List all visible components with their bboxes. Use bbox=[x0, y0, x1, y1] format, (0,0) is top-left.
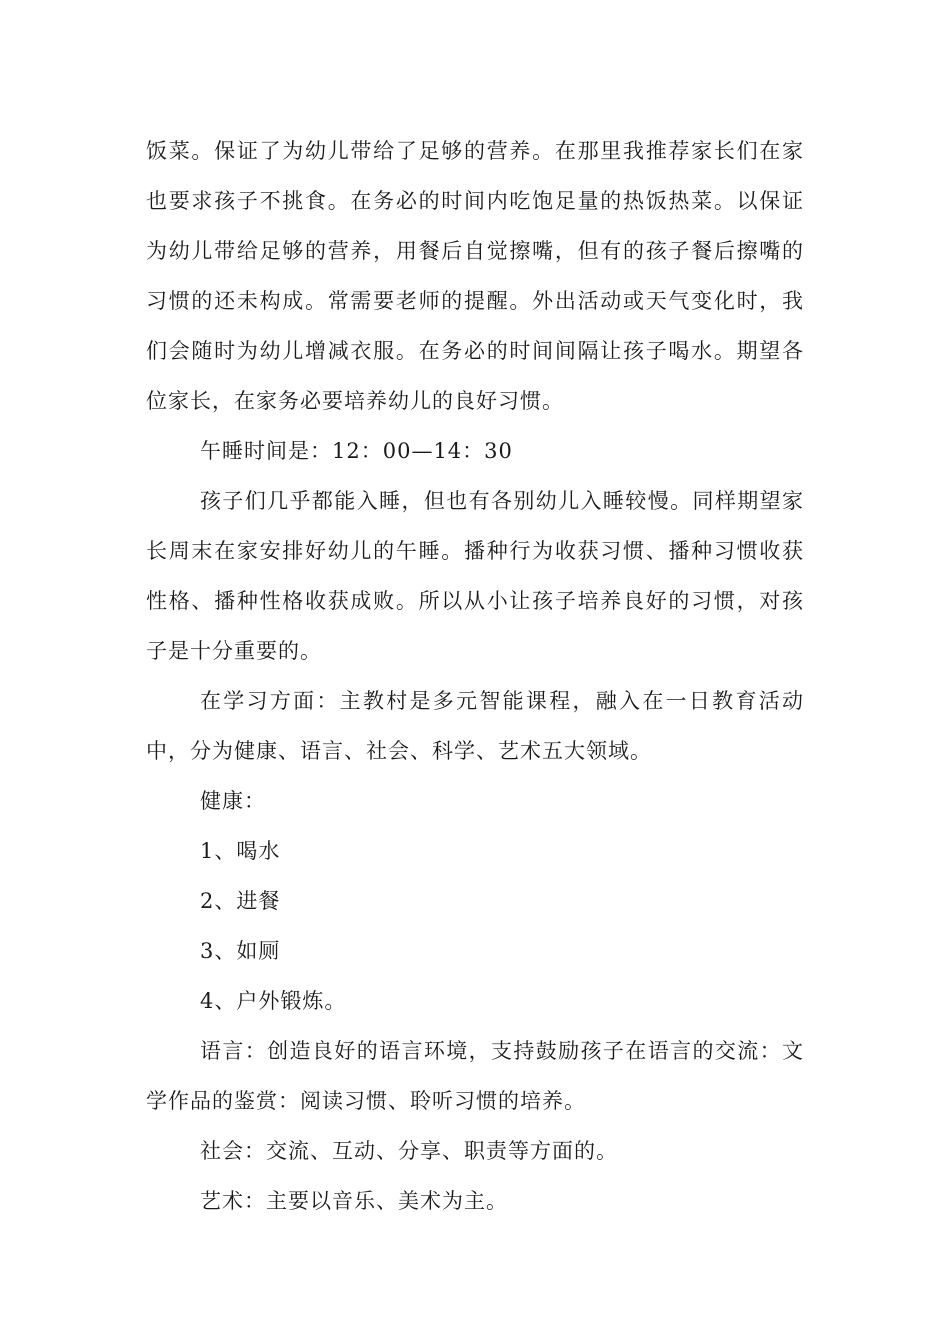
list-item-meals: 2、进餐 bbox=[200, 889, 281, 913]
paragraph-learning: 在学习方面：主教村是多元智能课程，融入在一日教育活动中，分为健康、语言、社会、科学、艺术五大领域。 bbox=[146, 689, 804, 763]
paragraph-sleep-habits: 孩子们几乎都能入睡，但也有各别幼儿入睡较慢。同样期望家长周末在家安排好幼儿的午睡。播种行为收获习惯、播种习惯收获性格、播种性格收获成败。所以从小让孩子培养良好的习惯，对孩子是十分重要的。 bbox=[146, 489, 804, 663]
paragraph-nap-time: 午睡时间是：12：00—14：30 bbox=[200, 439, 513, 463]
list-item-drink-water: 1、喝水 bbox=[200, 839, 281, 863]
paragraph-language: 语言：创造良好的语言环境，支持鼓励孩子在语言的交流：文学作品的鉴赏：阅读习惯、聆听习惯的培养。 bbox=[146, 1039, 804, 1113]
list-item-outdoor-exercise: 4、户外锻炼。 bbox=[200, 989, 347, 1013]
paragraph-art: 艺术：主要以音乐、美术为主。 bbox=[200, 1189, 508, 1213]
paragraph-nutrition: 饭菜。保证了为幼儿带给了足够的营养。在那里我推荐家长们在家也要求孩子不挑食。在务必的时间内吃饱足量的热饭热菜。以保证为幼儿带给足够的营养，用餐后自觉擦嘴，但有的孩子餐后擦嘴的习惯的还未构成。常需要老师的提醒。外出活动或天气变化时，我们会随时为幼儿增减衣服。在务必的时间间隔让孩子喝水。期望各位家长，在家务必要培养幼儿的良好习惯。 bbox=[146, 139, 804, 413]
paragraph-society: 社会：交流、互动、分享、职责等方面的。 bbox=[200, 1139, 618, 1163]
list-item-toilet: 3、如厕 bbox=[200, 939, 281, 963]
heading-health: 健康： bbox=[200, 789, 266, 813]
document-page bbox=[146, 126, 804, 1226]
